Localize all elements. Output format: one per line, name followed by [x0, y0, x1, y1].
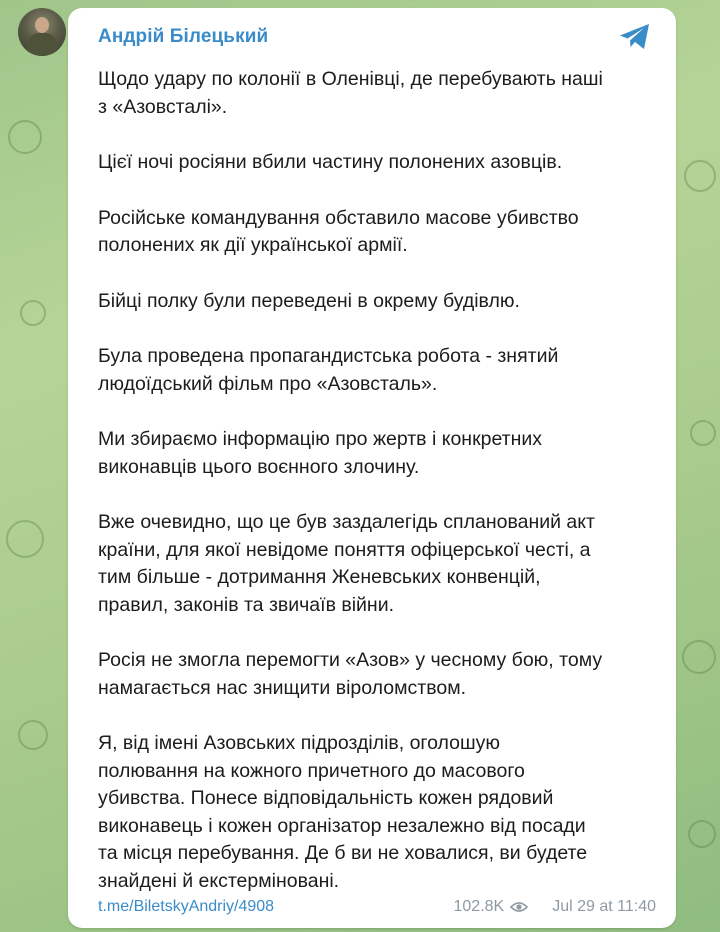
message-paragraph: Цієї ночі росіяни вбили частину полонених азовців.	[98, 151, 563, 173]
avatar-body	[27, 33, 57, 56]
message-paragraph: Вже очевидно, що це був заздалегідь спланований акт країни, для якої невідоме поняття офіцерської честі, а тим більше - дотримання Женевських конвенцій, правил, законів та звичаїв війни.	[98, 511, 595, 616]
background-doodle	[690, 420, 716, 446]
message-paragraph: Бійці полку були переведені в окрему будівлю.	[98, 289, 520, 312]
message-header	[98, 22, 652, 52]
telegram-icon[interactable]	[618, 22, 652, 52]
background-doodle	[8, 120, 42, 154]
background-doodle	[20, 300, 46, 326]
views-count: 102.8K	[453, 898, 505, 915]
message-footer	[98, 898, 656, 916]
message-meta	[454, 898, 657, 916]
background-doodle	[684, 160, 716, 192]
background-doodle	[6, 520, 44, 558]
author-avatar[interactable]	[18, 8, 66, 56]
background-doodle	[18, 720, 48, 750]
message-paragraph: Росія не змогла перемогти «Азов» у чесному бою, тому намагається нас знищити віроломством.	[98, 649, 603, 699]
author-name[interactable]: Андрій Білецький	[98, 26, 269, 47]
background-doodle	[682, 640, 716, 674]
message-bubble	[68, 8, 676, 928]
avatar-head	[35, 17, 49, 33]
post-date: Jul 29 at 11:40	[552, 898, 656, 915]
eye-icon	[510, 901, 528, 913]
message-paragraph: Ми збираємо інформацію про жертв і конкретних виконавців цього воєнного злочину.	[98, 428, 542, 478]
message-text	[98, 66, 652, 895]
post-link[interactable]: t.me/BiletskyAndriy/4908	[98, 898, 275, 915]
message-paragraph: Російське командування обставило масове убивство полонених як дії української армії.	[98, 206, 579, 256]
message-paragraph: Щодо удару по колонії в Оленівці, де перебувають наші з «Азовсталі».	[98, 68, 603, 118]
message-paragraph: Я, від імені Азовських підрозділів, оголошую полювання на кожного причетного до масового убивства. Понесе відповідальність кожен рядовий виконавець і кожен організатор незалежно від посади та місця перебування. Де б ви не ховалися, ви будете знайдені й екстерміновані.	[98, 732, 588, 892]
message-paragraph: Була проведена пропагандистська робота - знятий людоїдський фільм про «Азовсталь».	[98, 345, 559, 395]
background-doodle	[688, 820, 716, 848]
